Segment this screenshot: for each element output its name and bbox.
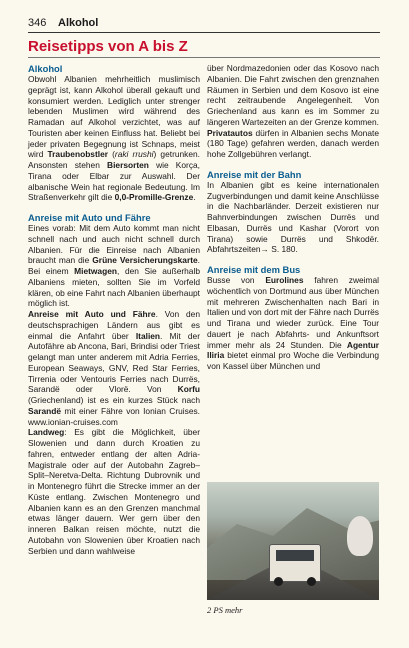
blossom-tree [347,516,373,556]
paragraph-continuation: über Nordmazedonien oder das Kosovo nach Albanien. Die Fahrt zwischen den grenznahen Räumen in Serbien und dem Kosovo ist eine recht zeitraubende Angelegenheit. Von Griechenland aus kann es im Sommer zu längeren Wartezeiten an der Grenze kommen. [207,63,379,127]
section-name: Alkohol [58,17,99,29]
paragraph-auto-intro: Eines vorab: Mit dem Auto kommt man nicht schnell nach und auch nicht schnell durch Albanien. Für die Einreise nach Albanien braucht man die Grüne Versicherungskarte. Bei einem Mietwagen, den Sie außerhalb Albaniens mieten, sollten Sie im Vorfeld klären, ob eine Fahrt nach Albanien überhaupt möglich ist. [28,223,200,309]
heading-bus: Anreise mit dem Bus [207,264,301,275]
heading-bahn: Anreise mit der Bahn [207,168,302,180]
paragraph-auto-faehre: Anreise mit Auto und Fähre. Von den deutschsprachigen Ländern aus gibt es einmal die Anfahrt über Italien. Mit der Autofähre ab Ancona, Bari, Brindisi oder Triest gelangt man unter anderem mit Adria Ferries, European Seaways, GNV, Red Star Ferries, Tirrenia oder Ventouris Ferries nach Durrës, Sarandë oder Vlorë. Von Korfu (Griechenland) ist es ein kurzes Stück nach Sarandë mit einer Fähre von Ionian Cruises. www.ionian-cruises.com [28,309,200,427]
heading-alkohol: Alkohol [28,63,63,74]
paragraph-alkohol: Obwohl Albanien mehrheitlich muslimisch geprägt ist, kann Alkohol überall gekauft und konsumiert werden. Lediglich unter strenger lebenden Muslimen wird während des Ramadan auf Alkohol verzichtet, was auf Touristen aber keinen Einfluss hat. Beliebt bei jeder privaten Begegnung ist Schnaps, meist wird Traubenobstler (raki rrushi) getrunken. Ansonsten stehen Biersorten wie Korça, Tirana oder Elbar zur Auswahl. Der albanische Wein hat regionale Bedeutung. Im Straßenverkehr gilt die 0,0-Promille-Grenze. [28,74,200,203]
chapter-title: Reisetipps von A bis Z [28,38,188,55]
running-header [28,16,380,33]
right-column [207,63,379,372]
van-shape [269,544,321,582]
van-wheel-right [307,577,316,586]
page-number: 346 [28,17,47,29]
photo-caption: 2 PS mehr [207,605,243,615]
van-wheel-left [274,577,283,586]
paragraph-landweg: Landweg: Es gibt die Möglichkeit, über Slowenien und dann durch Kroatien zu fahren, entweder entlang der alten Adria-Magistrale oder auf der Autobahn Zagreb–Split–Neretva-Delta. Richtung Dubrovnik und in Montenegro führt die Strecke immer an der Küste entlang. Zwischen Montenegro und Albanien kann es an den Grenzen manchmal etwas länger dauern. Wer gern über den inneren Balkan reisen möchte, nutzt die Autobahn von Slowenien über Kroatien nach Serbien und dann wahlweise [28,427,200,556]
heading-auto-faehre: Anreise mit Auto und Fähre [28,212,151,223]
photo-van-on-road [207,482,379,600]
paragraph-privatautos: Privatautos dürfen in Albanien sechs Monate (180 Tage) gefahren werden, danach werden hohe Zollgebühren verlangt. [207,127,379,159]
left-column [28,63,200,556]
title-divider [28,57,380,58]
paragraph-bahn: In Albanien gibt es keine internationalen Zugverbindungen und damit keine Anschlüsse in die Nachbarländer. Derzeit existieren nur Bahnverbindungen zwischen Durrës und Elbasan, Durrës und Kashar (Vorort von Tirana) sowie Durrës und Shkodër. Abfahrtszeiten→ S. 180. [207,179,379,255]
van-windshield [276,550,314,561]
paragraph-bus: Busse von Eurolines fahren zweimal wöchentlich von Dortmund aus über München mit mehreren Zwischenhalten nach Bari in Italien und von dort mit der Fähre nach Durrës und Tirana und wieder zurück. Eine Tour dauert je nach Abfahrts- und Ankunftsort immer mehr als 24 Stunden. Die Agentur Iliria bietet einmal pro Woche die Verbindung von Kassel über München und [207,275,380,371]
